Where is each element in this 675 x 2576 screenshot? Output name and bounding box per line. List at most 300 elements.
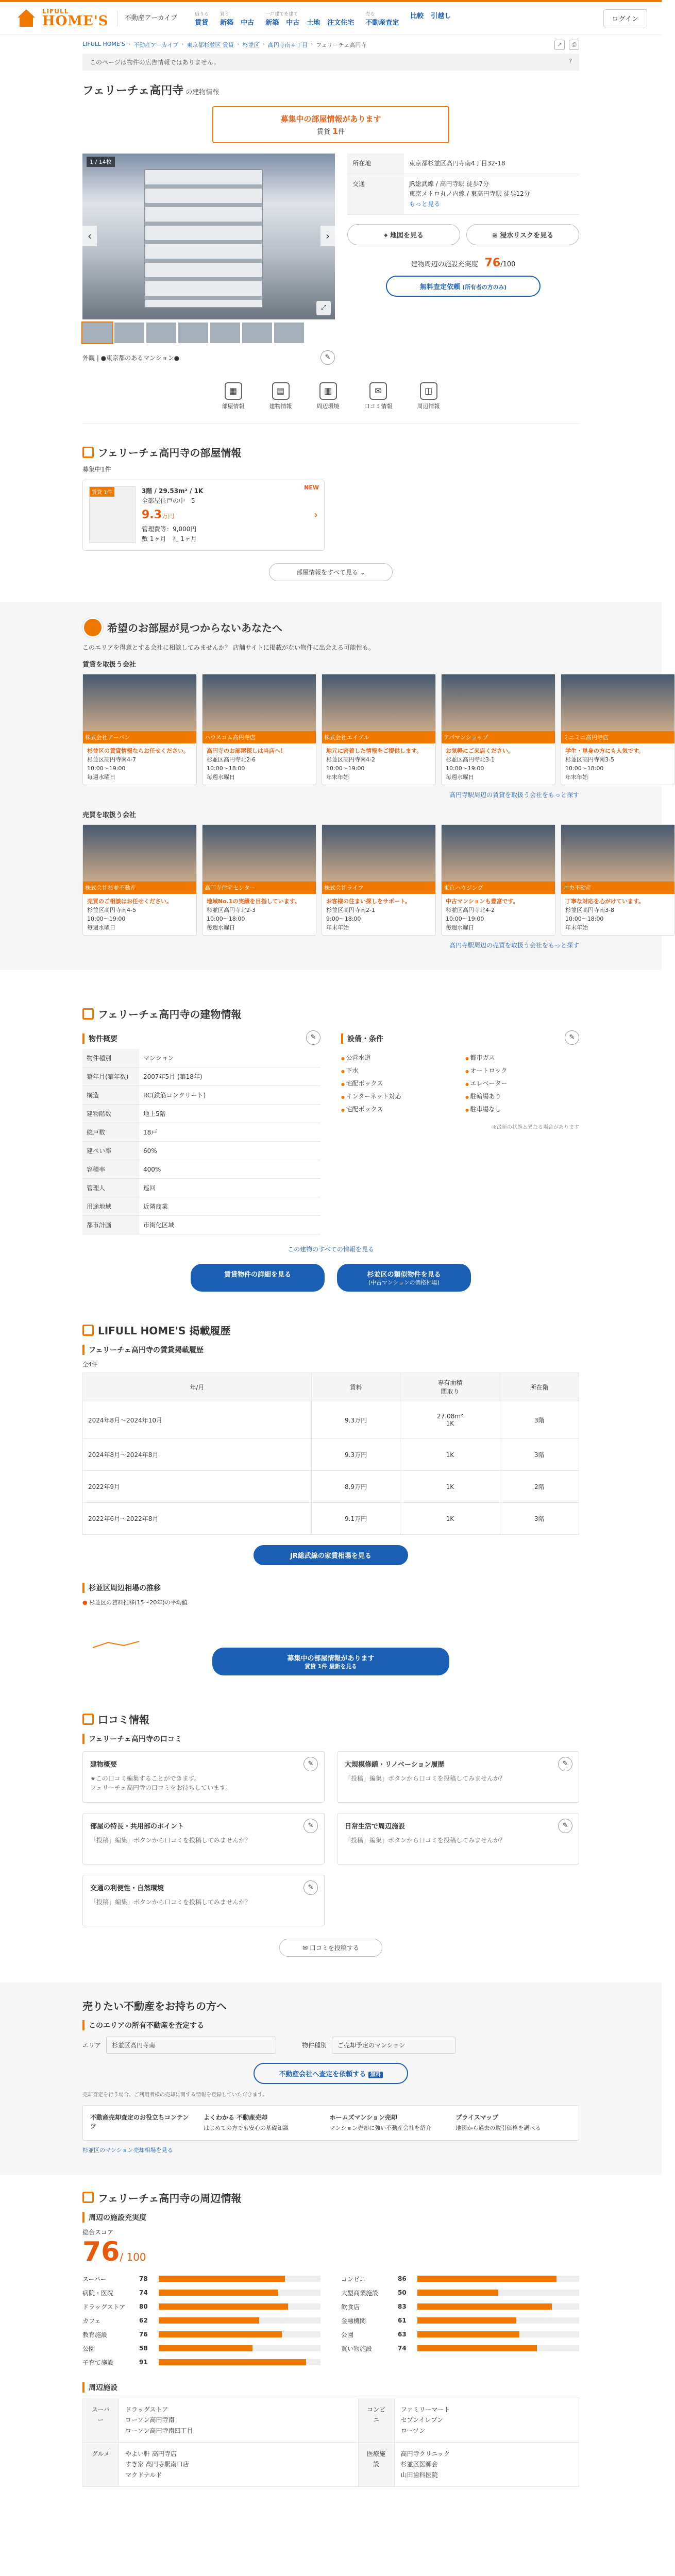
agent-body [561, 894, 674, 935]
agent-holiday: 年末年始 [326, 774, 349, 781]
spec-value: 巡回 [139, 1179, 320, 1197]
area-label: エリア [82, 2042, 102, 2049]
agent-card[interactable] [82, 674, 197, 785]
nearby-row [83, 2398, 579, 2442]
review-card [82, 1813, 325, 1865]
spec-row [82, 1216, 320, 1234]
review-title: 部屋の特長・共用部のポイント [90, 1823, 184, 1831]
agent-card[interactable] [561, 674, 675, 785]
agent-hours: 10:00〜19:00 [326, 765, 365, 772]
help-icon[interactable]: ? [568, 58, 572, 65]
history-cell: 9.1万円 [311, 1503, 400, 1535]
score-bar-row [82, 2289, 320, 2297]
tips-box [82, 2105, 579, 2141]
total-score [82, 2228, 579, 2267]
agent-photo [561, 674, 674, 731]
score-bar-row [82, 2302, 320, 2311]
review-title: 日常生活で周辺施設 [345, 1823, 406, 1831]
facility-note: ※最新の状態と異なる場合があります [492, 1125, 579, 1131]
floor-plan-image [89, 486, 136, 543]
history-cell: 2022年9月 [83, 1471, 312, 1503]
score-bar-value: 83 [398, 2303, 407, 2311]
agent-message: お気軽にご来店ください。 [446, 747, 514, 754]
chat-icon: ✉ [302, 1944, 310, 1952]
rent-detail-button[interactable]: 賃貸物件の詳細を見る [191, 1264, 325, 1292]
prev-photo-icon[interactable]: ‹ [82, 226, 97, 246]
review-text: 「投稿」編集」ボタンから口コミを投稿してみませんか？ [345, 1775, 506, 1783]
agent-body [442, 894, 555, 935]
basic-info-table [347, 154, 579, 215]
review-card [82, 1875, 325, 1926]
agent-address: 杉並区高円寺北2-6 [207, 756, 256, 763]
map-icon [82, 2192, 94, 2203]
post-review-label: 口コミを投稿する [309, 1944, 359, 1952]
quicknav-icon: ◫ [420, 382, 437, 400]
agent-card[interactable] [202, 674, 316, 785]
spec-row [82, 1123, 320, 1142]
agent-holiday: 年末年始 [565, 774, 588, 781]
tip-item[interactable] [330, 2113, 446, 2133]
thumbnail[interactable] [146, 323, 176, 343]
nav-link[interactable]: 不動産査定 [365, 19, 399, 27]
score-bar-track [159, 2290, 320, 2296]
water-icon: ≋ [492, 231, 500, 240]
quicknav-icon: ▥ [319, 382, 337, 400]
thumbnail[interactable] [114, 323, 144, 343]
agent-photo [442, 674, 555, 731]
agent-message: 中古マンションも豊富です。 [446, 898, 519, 905]
agent-photo [322, 674, 435, 731]
nav-group [365, 10, 399, 27]
map-button-label: 地図を見る [390, 231, 424, 240]
area-similar-sub: (中古マンションの価格相場) [368, 1279, 440, 1286]
pencil-icon[interactable]: ✎ [320, 350, 335, 365]
facility-item: ● オートロック [465, 1066, 579, 1075]
facility-item: ● 駐車場なし [465, 1105, 579, 1113]
agent-photo [83, 674, 196, 731]
agent-message: 丁寧な対応を心がけています。 [565, 898, 645, 905]
score-bar-fill [417, 2303, 552, 2310]
area-similar-button[interactable] [337, 1264, 471, 1292]
nav-link[interactable]: 注文住宅 [327, 19, 355, 27]
thumbnail[interactable] [210, 323, 240, 343]
score-bar-label: ドラッグストア [82, 2303, 126, 2311]
nearby-category: グルメ [83, 2442, 119, 2486]
agent-address: 杉並区高円寺南4-5 [87, 907, 136, 914]
trend-chart-svg [82, 1612, 579, 1668]
chat-icon [82, 1714, 94, 1725]
nav-link[interactable]: 引越し [431, 12, 451, 20]
agent-name: 株式会社ライフ [322, 882, 435, 894]
score-bar-fill [159, 2290, 278, 2296]
agent-body [202, 743, 316, 785]
thumbnail[interactable] [274, 323, 304, 343]
agent-message: 地域No.1の実績を目指しています。 [207, 898, 300, 905]
history-count: 全4件 [82, 1361, 97, 1368]
history-cell: 3階 [500, 1439, 579, 1471]
breadcrumb-item[interactable]: LIFULL HOME'S [82, 41, 125, 47]
agent-name: 東京ハウジング [442, 882, 555, 894]
tip-text: 地図から過去の取引価格を調べる [455, 2125, 541, 2132]
site-logo[interactable] [14, 8, 109, 29]
score-bar-row [341, 2275, 579, 2283]
trend-legend [82, 1598, 579, 1606]
nav-caption: 借りる [195, 11, 209, 17]
total-score-value: 76 [82, 2236, 120, 2267]
agent-photo [442, 825, 555, 882]
agent-name: 株式会社エイブル [322, 731, 435, 743]
score-bar-track [159, 2359, 320, 2365]
page-title [82, 82, 579, 98]
history-cell: 3階 [500, 1503, 579, 1535]
breadcrumb-separator-icon: › [181, 41, 184, 47]
post-review-button[interactable] [279, 1939, 382, 1957]
review-title: 建物概要 [90, 1761, 117, 1769]
spec-value: 18戸 [139, 1123, 320, 1142]
agent-address: 杉並区高円寺南3-5 [565, 756, 614, 763]
agent-photo [202, 674, 316, 731]
agent-holiday: 年末年始 [326, 924, 349, 931]
reviews-sub: フェリーチェ高円寺の口コミ [82, 1734, 579, 1744]
nearby-heading [82, 2190, 579, 2205]
score-bar-track [417, 2276, 579, 2282]
vacancy-alert-title: 募集中の部屋情報があります [280, 114, 381, 124]
agent-address: 杉並区高円寺北2-3 [207, 907, 256, 914]
pencil-icon[interactable]: ✎ [306, 1030, 320, 1045]
thumbnail[interactable] [178, 323, 208, 343]
score-bar-row [341, 2302, 579, 2311]
location-label: 所在地 [347, 154, 404, 174]
spec-row [82, 1067, 320, 1086]
score-bar-track [417, 2303, 579, 2310]
building-heading-text: フェリーチェ高円寺の建物情報 [98, 1008, 242, 1021]
score-bar-row [82, 2330, 320, 2339]
tip-item[interactable] [455, 2113, 571, 2133]
more-link[interactable]: もっと見る [409, 200, 441, 208]
spec-row [82, 1086, 320, 1105]
spec-label: 構造 [82, 1086, 139, 1105]
rent-agents-more-link[interactable]: 高円寺駅周辺の賃貸を取扱う会社をもっと探す [449, 791, 579, 799]
facility-list [341, 1053, 579, 1113]
tips-list [204, 2113, 571, 2133]
quicknav-item[interactable] [417, 382, 440, 410]
total-score-max: / 100 [120, 2250, 146, 2263]
history-row [83, 1401, 579, 1439]
house-logo-icon [14, 8, 38, 29]
thumbnail[interactable] [82, 323, 112, 343]
history-cell: 2022年6月〜2022年8月 [83, 1503, 312, 1535]
score-bar-track [159, 2345, 320, 2351]
agent-photo [202, 825, 316, 882]
facility-item: ● 駐輪場あり [465, 1092, 579, 1100]
type-select[interactable]: ご売却予定のマンション [332, 2037, 455, 2054]
pencil-icon[interactable]: ✎ [303, 1819, 318, 1833]
nav-links [265, 17, 354, 27]
breadcrumb-item[interactable]: 不動産アーカイブ [133, 42, 179, 48]
nav-link[interactable]: 中古 [286, 19, 300, 27]
vacancy-alert[interactable] [212, 106, 449, 143]
quick-nav [82, 382, 579, 424]
quicknav-item[interactable] [269, 382, 292, 410]
agent-address: 杉並区高円寺南3-8 [565, 907, 614, 914]
nav-link[interactable]: 賃貸 [195, 19, 209, 27]
history-col-header: 賃料 [311, 1373, 400, 1401]
score-bar-fill [417, 2276, 556, 2282]
nearby-category: スーパー [83, 2398, 119, 2442]
score-bar-label: 子育て施設 [82, 2359, 114, 2366]
nav-link[interactable]: 新築 [265, 19, 279, 27]
agent-address: 杉並区高円寺北4-2 [446, 907, 495, 914]
agent-card[interactable] [202, 824, 316, 936]
nearby-category: コンビニ [358, 2398, 394, 2442]
print-icon[interactable]: ⎙ [569, 40, 579, 50]
nearby-table [82, 2398, 579, 2487]
hazard-button-label: 浸水リスクを見る [500, 231, 554, 240]
breadcrumb-item[interactable]: 東京都杉並区 賃貸 [187, 42, 234, 48]
transit-label: 交通 [347, 174, 404, 215]
quicknav-item[interactable] [222, 382, 245, 410]
map-button[interactable] [347, 224, 460, 245]
nav-caption: 売る [365, 11, 375, 17]
appraise-request-label: 不動産会社へ査定を依頼する [279, 2071, 366, 2079]
history-cell: 2024年8月〜2024年10月 [83, 1401, 312, 1439]
agent-name: アパマンショップ [442, 731, 555, 743]
agent-hours: 10:00〜19:00 [446, 765, 484, 772]
sell-section [0, 1982, 662, 2175]
score-bar-fill [159, 2317, 259, 2324]
login-button[interactable]: ログイン [603, 9, 647, 27]
score-bar-fill [417, 2317, 516, 2324]
pencil-icon[interactable]: ✎ [303, 1880, 318, 1895]
history-col-header: 所在階 [500, 1373, 579, 1401]
history-icon [82, 1325, 94, 1336]
history-heading-text: LIFULL HOME'S 掲載履歴 [98, 1325, 231, 1337]
agent-photo [83, 825, 196, 882]
spec-label: 築年月(築年数) [82, 1067, 139, 1086]
breadcrumb-item[interactable]: 杉並区 [242, 42, 260, 48]
reviews-heading [82, 1711, 579, 1726]
nav-link[interactable]: 新築 [220, 19, 234, 27]
score-bar-track [417, 2331, 579, 2337]
score-bar-value: 50 [398, 2289, 407, 2297]
agent-holiday: 毎週水曜日 [87, 774, 115, 781]
score-bar-value: 74 [398, 2345, 407, 2352]
sale-agents-more-link[interactable]: 高円寺駅周辺の売買を取扱う会社をもっと探す [449, 942, 579, 950]
quicknav-item[interactable] [364, 382, 393, 410]
breadcrumb-item[interactable]: 高円寺南４丁目 [267, 42, 308, 48]
deposit-key: 敷 1ヶ月 礼 1ヶ月 [142, 535, 197, 543]
agent-card[interactable] [441, 824, 555, 936]
history-cell: 2階 [500, 1471, 579, 1503]
zoom-icon[interactable]: ⤢ [316, 301, 331, 315]
pencil-icon[interactable]: ✎ [303, 1757, 318, 1771]
sell-market-link[interactable]: 杉並区のマンション売却相場を見る [82, 2146, 173, 2154]
agent-address: 杉並区高円寺南4-7 [87, 756, 136, 763]
score-max: /100 [500, 260, 516, 268]
agents-desc: このエリアを得意とする会社に相談してみませんか？ 店舗サイトに掲載がない物件に出会える可能性も。 [82, 643, 375, 651]
next-photo-icon[interactable]: › [320, 226, 335, 246]
building-icon [82, 447, 94, 458]
pencil-icon[interactable]: ✎ [558, 1819, 572, 1833]
nav-link[interactable]: 中古 [241, 19, 255, 27]
vacancy-count-suffix: 件 [338, 128, 345, 136]
quicknav-icon: ▦ [225, 382, 242, 400]
agent-card[interactable] [561, 824, 675, 936]
history-header-row [83, 1373, 579, 1401]
spec-value: 地上5階 [139, 1105, 320, 1123]
facility-item: ● 都市ガス [465, 1053, 579, 1062]
agent-body [561, 743, 674, 785]
review-text: 「投稿」編集」ボタンから口コミを投稿してみませんか？ [90, 1899, 251, 1906]
hazard-button[interactable] [466, 224, 579, 245]
agent-name: 中央不動産 [561, 882, 674, 894]
building-exterior-image [144, 169, 263, 308]
agent-hours: 9:00〜18:00 [326, 916, 361, 923]
share-icon[interactable]: ↗ [554, 40, 565, 50]
history-heading [82, 1323, 579, 1337]
spec-row [82, 1197, 320, 1216]
agent-card[interactable] [322, 824, 436, 936]
review-text: 「投稿」編集」ボタンから口コミを投稿してみませんか？ [345, 1837, 506, 1844]
room-card[interactable] [82, 480, 325, 551]
trend-chart [82, 1612, 579, 1668]
spec-label: 用途地域 [82, 1197, 139, 1216]
history-row [83, 1471, 579, 1503]
spec-row [82, 1160, 320, 1179]
vacancy-type: 賃貸 [316, 128, 330, 136]
score-bar-fill [159, 2345, 252, 2351]
rent-market-button[interactable]: JR総武線の家賃相場を見る [254, 1545, 408, 1565]
notice-text: このページは物件の広告情報ではありません。 [90, 59, 220, 66]
agent-address: 杉並区高円寺南2-1 [326, 907, 375, 914]
score-bar-fill [417, 2290, 498, 2296]
history-cell: 1K [400, 1471, 500, 1503]
score-bar-label: 教育施設 [82, 2331, 108, 2338]
tip-title: よくわかる 不動産売却 [204, 2114, 268, 2122]
score-bar-track [159, 2331, 320, 2337]
agent-address: 杉並区高円寺南4-2 [326, 756, 375, 763]
score-bar-value: 91 [139, 2359, 148, 2366]
nav-links [220, 17, 254, 27]
tip-text: マンション売却に強い不動産会社を紹介 [329, 2125, 432, 2132]
area-select[interactable]: 杉並区高円寺南 [106, 2037, 276, 2054]
archive-label[interactable]: 不動産アーカイブ [117, 11, 185, 26]
score-bar-label: 飲食店 [341, 2303, 360, 2311]
quicknav-item[interactable] [317, 382, 340, 410]
agent-name: ハウスコム高円寺店 [202, 731, 316, 743]
review-text: ★この口コミ編集することができます。 フェリーチェ高円寺の口コミをお待ちしています。 [90, 1775, 232, 1792]
agent-message: 地元に密着した情報をご提供します。 [326, 747, 423, 754]
spec-row [82, 1049, 320, 1067]
score-bar-track [417, 2345, 579, 2351]
sell-note-text: 売却査定を行う場合、ご利用者様の売却に関する情報を登録していただきます。 [82, 2092, 268, 2098]
thumbnail[interactable] [242, 323, 272, 343]
all-rooms-button[interactable] [269, 563, 393, 581]
score-bar-row [82, 2358, 320, 2367]
score-bar-label: 公園 [341, 2331, 354, 2338]
breadcrumb-item: フェリーチェ高円寺 [316, 42, 367, 48]
agent-card[interactable] [441, 674, 555, 785]
tip-title: プライスマップ [455, 2114, 499, 2122]
spec-table [82, 1049, 320, 1234]
free-badge: 無料 [368, 2072, 383, 2078]
history-cell: 27.08m² 1K [400, 1401, 500, 1439]
score-bar-value: 62 [139, 2317, 148, 2325]
rent-tag: 賃貸 1件 [90, 487, 114, 497]
appraise-request-button[interactable] [254, 2063, 408, 2084]
agent-body [83, 743, 196, 785]
agent-address: 杉並区高円寺北3-1 [446, 756, 495, 763]
chevron-down-icon: ⌄ [360, 568, 365, 576]
location-value: 東京都杉並区高円寺南4丁目32-18 [404, 154, 579, 174]
main-nav [195, 10, 603, 27]
history-cell: 8.9万円 [311, 1471, 400, 1503]
rent-agent-cards [82, 674, 645, 785]
agent-name: 株式会社アーバン [83, 731, 196, 743]
tip-item[interactable] [204, 2113, 319, 2133]
facility-title: 周辺施設 [82, 2382, 579, 2393]
spec-row [82, 1105, 320, 1123]
agent-message: 高円寺のお部屋探しは当店へ！ [207, 747, 286, 754]
nearby-sub: 周辺の施設充実度 [82, 2212, 579, 2223]
facility-item: ● 宅配ボックス [341, 1079, 455, 1088]
breadcrumb [82, 41, 366, 49]
score-bar-value: 61 [398, 2317, 407, 2325]
appraise-label: 無料査定依頼 [419, 283, 460, 291]
agent-name: ミニミニ高円寺店 [561, 731, 674, 743]
score-bar-fill [159, 2276, 285, 2282]
score-bar-row [82, 2344, 320, 2353]
agent-card[interactable] [82, 824, 197, 936]
score-bar-label: 金融機関 [341, 2317, 366, 2325]
spec-label: 総戸数 [82, 1123, 139, 1142]
rooms-heading [82, 445, 579, 460]
nav-link[interactable]: 土地 [307, 19, 320, 27]
agent-body [322, 894, 435, 935]
history-row [83, 1503, 579, 1535]
spec-value: RC(鉄筋コンクリート) [139, 1086, 320, 1105]
all-info-link[interactable]: この建物のすべての情報を見る [288, 1246, 374, 1253]
facility-item: ● エレベーター [465, 1079, 579, 1088]
building-photo[interactable] [82, 154, 335, 319]
score-bar-label: スーパー [82, 2275, 107, 2283]
transit-line: JR総武線 / 高円寺駅 徒歩7分 [409, 180, 489, 188]
facility-item: ● 下水 [341, 1066, 455, 1075]
area-similar-label: 杉並区の類似物件を見る [367, 1271, 441, 1279]
notice-bar [82, 54, 579, 71]
score-bar-track [417, 2290, 579, 2296]
nearby-list: 高円寺クリニック 杉並区医師会 山田歯科医院 [394, 2442, 579, 2486]
quicknav-label: 部屋情報 [222, 403, 245, 410]
agent-body [442, 743, 555, 785]
pencil-icon[interactable]: ✎ [565, 1030, 579, 1045]
agent-card[interactable] [322, 674, 436, 785]
score-bar-row [341, 2330, 579, 2339]
nav-caption: 買う [220, 11, 230, 17]
agent-hours: 10:00〜18:00 [565, 765, 604, 772]
vacancy-alert2-title: 募集中の部屋情報があります [287, 1655, 375, 1663]
nav-link[interactable]: 比較 [410, 12, 424, 20]
agent-holiday: 毎週水曜日 [207, 924, 235, 931]
score-bar-value: 58 [139, 2345, 148, 2352]
building-heading [82, 1006, 579, 1021]
appraise-button[interactable] [386, 276, 541, 297]
breadcrumb-separator-icon: › [237, 41, 240, 47]
agent-holiday: 年末年始 [565, 924, 588, 931]
score-bar-track [417, 2317, 579, 2324]
pencil-icon[interactable]: ✎ [558, 1757, 572, 1771]
spec-label: 容積率 [82, 1160, 139, 1179]
